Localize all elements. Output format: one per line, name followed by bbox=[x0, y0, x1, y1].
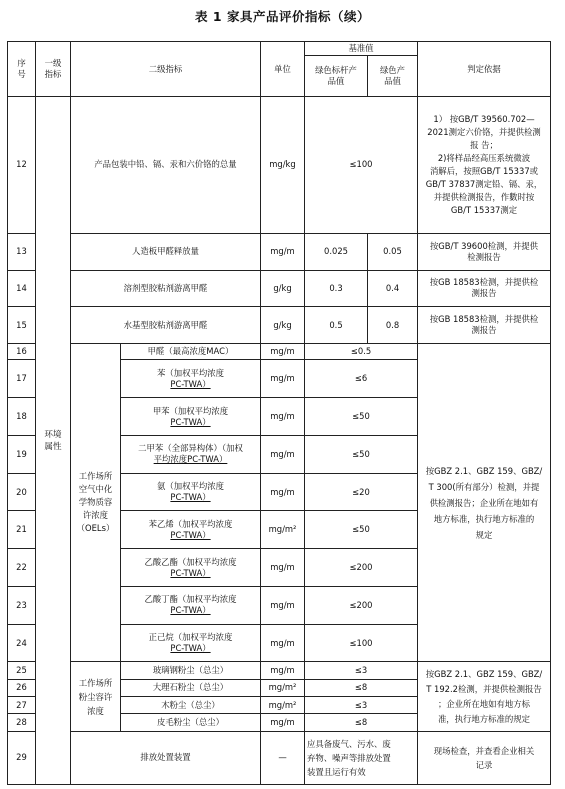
indicator-cell: 正己烷（加权平均浓度 PC-TWA） bbox=[121, 624, 261, 662]
value-product-cell: 0.8 bbox=[368, 307, 418, 344]
row-number: 15 bbox=[8, 307, 36, 344]
unit-cell: mg/m² bbox=[261, 679, 305, 696]
row-number: 12 bbox=[8, 97, 36, 234]
row-number: 24 bbox=[8, 624, 36, 662]
indicator-cell: 苯乙烯（加权平均浓度 PC-TWA） bbox=[121, 511, 261, 549]
row-number: 16 bbox=[8, 344, 36, 360]
unit-cell: mg/m bbox=[261, 473, 305, 511]
indicator-cell: 甲苯（加权平均浓度 PC-TWA） bbox=[121, 398, 261, 436]
indicator-cell: 溶剂型胶粘剂游离甲醛 bbox=[71, 270, 261, 307]
basis-cell: 1） 按GB/T 39560.702— 2021测定六价铬，并提供检测 报 告； 2)将样品经高压系统微波 消解后，按照GB/T 15337或 GB/T 37837测定铅、镉、汞， 并提供检测报告，作數时按 GB/T 15337测定 bbox=[418, 97, 551, 234]
header-level2: 二级指标 bbox=[71, 42, 261, 97]
header-unit: 单位 bbox=[261, 42, 305, 97]
unit-cell: mg/m bbox=[261, 435, 305, 473]
row-number: 28 bbox=[8, 714, 36, 731]
indicator-cell: 产品包装中铅、镉、汞和六价铬的总量 bbox=[71, 97, 261, 234]
value-cell: ≤0.5 bbox=[305, 344, 418, 360]
unit-cell: g/kg bbox=[261, 270, 305, 307]
header-green-benchmark: 绿色标杆产 品值 bbox=[305, 56, 368, 97]
value-cell: 应具备废气、污水、废 弃物、噪声等排放处置 装置且运行有效 bbox=[305, 731, 418, 784]
indicator-cell: 乙酸乙酯（加权平均浓度 PC-TWA） bbox=[121, 549, 261, 587]
unit-cell: mg/m² bbox=[261, 511, 305, 549]
unit-cell: mg/kg bbox=[261, 97, 305, 234]
value-benchmark-cell: 0.5 bbox=[305, 307, 368, 344]
group-voc-label: 工作场所 空气中化 学物质容 许浓度 （OELs） bbox=[71, 344, 121, 662]
basis-cell: 按GB 18583检测，并提供检 测报告 bbox=[418, 307, 551, 344]
value-product-cell: 0.4 bbox=[368, 270, 418, 307]
header-level1: 一级 指标 bbox=[36, 42, 71, 97]
indicator-cell: 人造板甲醛释放量 bbox=[71, 233, 261, 270]
indicator-cell: 排放处置装置 bbox=[71, 731, 261, 784]
level1-environment: 环境属性 bbox=[36, 97, 71, 785]
group-dust-label: 工作场所 粉尘容许 浓度 bbox=[71, 662, 121, 731]
indicator-cell: 皮毛粉尘（总尘） bbox=[121, 714, 261, 731]
unit-cell: mg/m bbox=[261, 398, 305, 436]
basis-cell: 按GB/T 39600检测，并提供 检测报告 bbox=[418, 233, 551, 270]
row-number: 23 bbox=[8, 586, 36, 624]
indicator-cell: 甲醛（最高浓度MAC） bbox=[121, 344, 261, 360]
unit-cell: mg/m bbox=[261, 549, 305, 587]
indicator-cell: 乙酸丁酯（加权平均浓度 PC-TWA） bbox=[121, 586, 261, 624]
unit-cell: mg/m bbox=[261, 360, 305, 398]
row-number: 14 bbox=[8, 270, 36, 307]
value-cell: ≤200 bbox=[305, 586, 418, 624]
indicator-cell: 二甲苯（全部异构体）（加权 平均浓度PC-TWA） bbox=[121, 435, 261, 473]
header-basis: 判定依据 bbox=[418, 42, 551, 97]
header-green-product: 绿色产 品值 bbox=[368, 56, 418, 97]
evaluation-table bbox=[7, 41, 551, 785]
value-cell: ≤8 bbox=[305, 679, 418, 696]
row-number: 13 bbox=[8, 233, 36, 270]
value-cell: ≤20 bbox=[305, 473, 418, 511]
value-benchmark-cell: 0.025 bbox=[305, 233, 368, 270]
basis-cell: 按GB 18583检测，并提供检 测报告 bbox=[418, 270, 551, 307]
row-number: 17 bbox=[8, 360, 36, 398]
row-number: 27 bbox=[8, 697, 36, 714]
row-number: 26 bbox=[8, 679, 36, 696]
row-number: 21 bbox=[8, 511, 36, 549]
indicator-cell: 大理石粉尘（总尘） bbox=[121, 679, 261, 696]
basis-voc-cell: 按GBZ 2.1、GBZ 159、GBZ/ T 300(所有部分）检测，并提 供检测报告；企业所在地如有 地方标准，执行地方标准的 规定 bbox=[418, 344, 551, 662]
value-cell: ≤6 bbox=[305, 360, 418, 398]
indicator-cell: 玻璃钢粉尘（总尘） bbox=[121, 662, 261, 679]
basis-dust-cell: 按GBZ 2.1、GBZ 159、GBZ/ T 192.2检测，并提供检测报告 ；企业所在地如有地方标 准，执行地方标准的规定 bbox=[418, 662, 551, 731]
value-cell: ≤3 bbox=[305, 697, 418, 714]
value-cell: ≤8 bbox=[305, 714, 418, 731]
unit-cell: mg/m bbox=[261, 662, 305, 679]
indicator-cell: 木粉尘（总尘） bbox=[121, 697, 261, 714]
unit-cell: mg/m bbox=[261, 344, 305, 360]
value-product-cell: 0.05 bbox=[368, 233, 418, 270]
header-base-value: 基准值 bbox=[305, 42, 418, 56]
unit-cell: mg/m bbox=[261, 714, 305, 731]
value-cell: ≤3 bbox=[305, 662, 418, 679]
value-cell: ≤50 bbox=[305, 511, 418, 549]
row-number: 22 bbox=[8, 549, 36, 587]
unit-cell: g/kg bbox=[261, 307, 305, 344]
value-cell: ≤50 bbox=[305, 435, 418, 473]
value-cell: ≤100 bbox=[305, 97, 418, 234]
basis-cell: 现场检查，并查看企业相关 记录 bbox=[418, 731, 551, 784]
row-number: 25 bbox=[8, 662, 36, 679]
unit-cell: mg/m bbox=[261, 233, 305, 270]
unit-cell: mg/m bbox=[261, 586, 305, 624]
indicator-cell: 水基型胶粘剂游离甲醛 bbox=[71, 307, 261, 344]
indicator-cell: 苯（加权平均浓度 PC-TWA） bbox=[121, 360, 261, 398]
row-number: 19 bbox=[8, 435, 36, 473]
row-number: 18 bbox=[8, 398, 36, 436]
row-number: 20 bbox=[8, 473, 36, 511]
indicator-cell: 氨（加权平均浓度 PC-TWA） bbox=[121, 473, 261, 511]
row-number: 29 bbox=[8, 731, 36, 784]
value-cell: ≤50 bbox=[305, 398, 418, 436]
unit-cell: mg/m² bbox=[261, 697, 305, 714]
table-title: 表 1 家具产品评价指标（续） bbox=[195, 9, 370, 24]
value-benchmark-cell: 0.3 bbox=[305, 270, 368, 307]
unit-cell: mg/m bbox=[261, 624, 305, 662]
value-cell: ≤200 bbox=[305, 549, 418, 587]
unit-cell: — bbox=[261, 731, 305, 784]
header-seq: 序 号 bbox=[8, 42, 36, 97]
value-cell: ≤100 bbox=[305, 624, 418, 662]
